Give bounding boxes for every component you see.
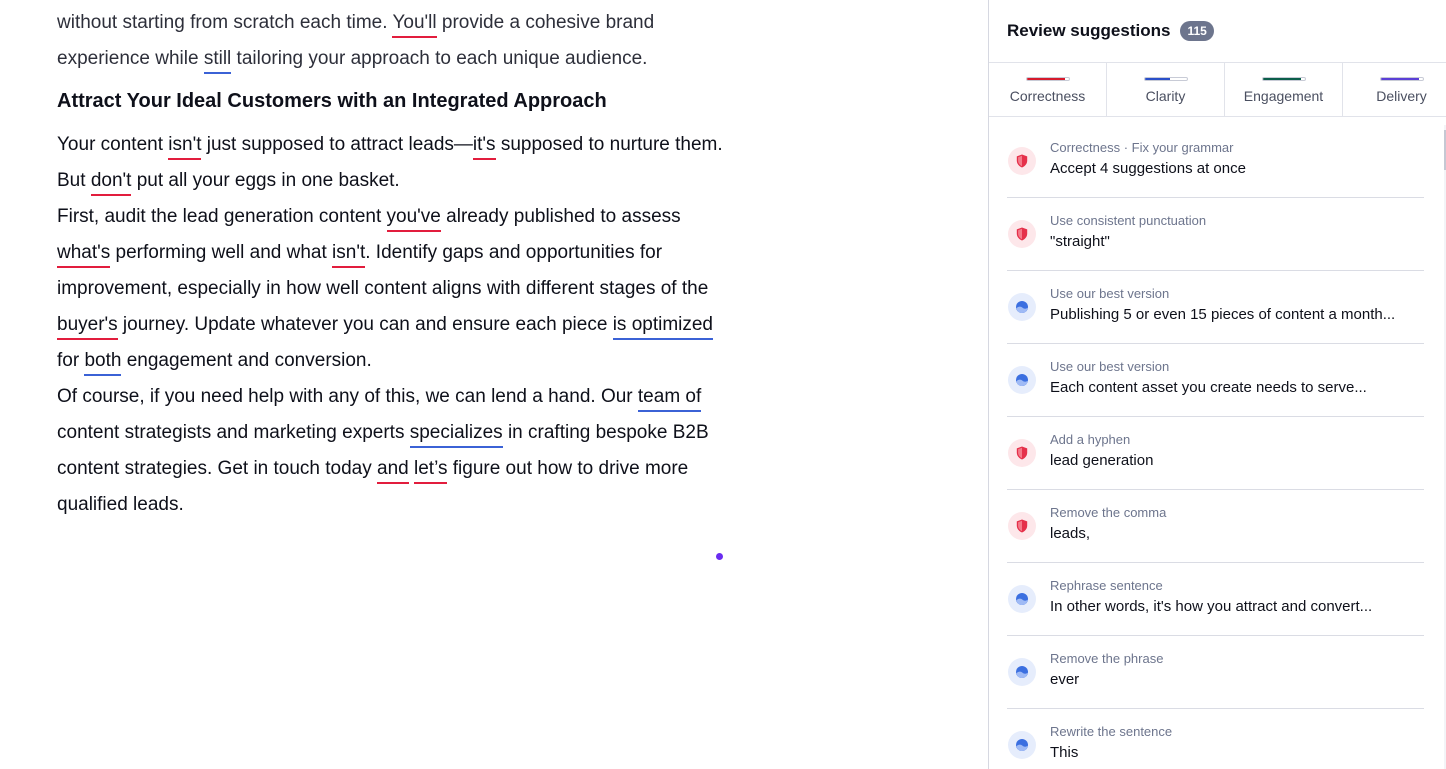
clarity-icon <box>1008 293 1036 321</box>
text-span: just supposed to attract leads— <box>201 134 473 155</box>
suggestion-category: Add a hyphen <box>1050 432 1131 447</box>
text-span: . Identify gaps and opportunities for improvement, especially in how well content aligns with different stages of the <box>57 242 709 299</box>
suggestion-category: Correctness · Fix your grammar <box>1050 140 1234 155</box>
text-span: already published to assess <box>440 206 681 227</box>
sidebar-header <box>1007 18 1214 44</box>
text-span: provide a cohesive brand <box>436 12 655 33</box>
clarity-icon <box>1008 366 1036 394</box>
suggestion-card[interactable] <box>1007 636 1424 709</box>
suggestion-text: Each content asset you create needs to serve... <box>1050 379 1367 396</box>
suggestion-text: Accept 4 suggestions at once <box>1050 160 1246 177</box>
flagged-word[interactable]: don't <box>91 170 132 196</box>
paragraph-intro[interactable] <box>57 5 737 77</box>
clarity-icon <box>1008 658 1036 686</box>
suggestion-text: This <box>1050 744 1079 761</box>
suggestion-card[interactable] <box>1007 125 1424 198</box>
text-span: content strategists and marketing experts <box>57 422 410 443</box>
text-span: in crafting bespoke B2B content strategies. Get in touch today <box>57 422 709 479</box>
score-bar <box>1262 77 1306 81</box>
clarity-icon <box>1008 585 1036 613</box>
suggestion-card[interactable] <box>1007 271 1424 344</box>
score-bar-fill <box>1027 78 1066 80</box>
tab-correctness[interactable] <box>989 63 1107 116</box>
text-span: for <box>57 350 85 371</box>
flagged-word[interactable]: both <box>84 350 121 376</box>
text-span: performing well and what <box>110 242 333 263</box>
text-span: without starting from scratch each time. <box>57 12 393 33</box>
score-bar <box>1026 77 1070 81</box>
flagged-word[interactable]: specializes <box>410 422 503 448</box>
flagged-word[interactable]: it's <box>473 134 496 160</box>
section-heading: Attract Your Ideal Customers with an Integrated Approach <box>57 90 607 112</box>
text-span: tailoring your approach to each unique audience. <box>231 48 648 69</box>
suggestion-card[interactable] <box>1007 490 1424 563</box>
clarity-icon <box>1008 731 1036 759</box>
suggestion-category: Use our best version <box>1050 286 1170 301</box>
text-span: figure out how to drive more qualified leads. <box>57 458 689 515</box>
text-span: supposed to nurture them. But <box>57 134 723 191</box>
text-span: engagement and conversion. <box>121 350 372 371</box>
flagged-word[interactable]: still <box>204 48 231 74</box>
text-span: Of course, if you need help with any of this, we can lend a hand. Our <box>57 386 638 407</box>
flagged-word[interactable]: and <box>377 458 409 484</box>
text-span: First, audit the lead generation content <box>57 206 387 227</box>
flagged-word[interactable]: is optimized <box>613 314 713 340</box>
flagged-word[interactable]: buyer's <box>57 314 118 340</box>
text-span: experience while <box>57 48 204 69</box>
suggestion-category: Rewrite the sentence <box>1050 724 1173 739</box>
paragraph-2[interactable] <box>57 199 737 379</box>
flagged-word[interactable]: team of <box>638 386 701 412</box>
tab-clarity[interactable] <box>1107 63 1225 116</box>
assistant-dot-icon[interactable] <box>716 553 723 560</box>
shield-icon <box>1008 439 1036 467</box>
flagged-word[interactable]: isn't <box>168 134 201 160</box>
suggestion-card[interactable] <box>1007 563 1424 636</box>
flagged-word[interactable]: isn't <box>332 242 365 268</box>
score-bar-fill <box>1263 78 1302 80</box>
tab-delivery[interactable] <box>1343 63 1446 116</box>
paragraph-1[interactable] <box>57 127 737 199</box>
shield-icon <box>1008 147 1036 175</box>
text-span: put all your eggs in one basket. <box>131 170 400 191</box>
tab-label: Engagement <box>1243 88 1324 104</box>
tab-label: Delivery <box>1376 88 1427 104</box>
suggestion-card[interactable] <box>1007 709 1424 769</box>
score-bar-fill <box>1381 78 1420 80</box>
suggestion-text: Publishing 5 or even 15 pieces of content a month... <box>1050 306 1396 323</box>
flagged-word[interactable]: you've <box>387 206 441 232</box>
suggestion-text: "straight" <box>1050 233 1110 250</box>
suggestion-text: In other words, it's how you attract and convert... <box>1050 598 1373 615</box>
score-bar <box>1144 77 1188 81</box>
suggestion-list <box>1007 125 1424 769</box>
suggestion-category: Use consistent punctuation <box>1050 213 1207 228</box>
suggestion-text: ever <box>1050 671 1080 688</box>
flagged-word[interactable]: what's <box>57 242 110 268</box>
tab-label: Clarity <box>1145 88 1186 104</box>
sidebar-title: Review suggestions <box>1007 21 1171 40</box>
document-body[interactable] <box>57 5 737 523</box>
score-bar <box>1380 77 1424 81</box>
suggestion-category: Use our best version <box>1050 359 1170 374</box>
tab-engagement[interactable] <box>1225 63 1343 116</box>
text-span: journey. Update whatever you can and ensure each piece <box>117 314 613 335</box>
flagged-word[interactable]: You'll <box>392 12 436 38</box>
text-span: Your content <box>57 134 169 155</box>
shield-icon <box>1008 512 1036 540</box>
suggestions-sidebar <box>988 0 1446 769</box>
suggestion-card[interactable] <box>1007 198 1424 271</box>
suggestion-text: lead generation <box>1050 452 1154 469</box>
suggestion-card[interactable] <box>1007 417 1424 490</box>
category-tabs <box>989 62 1446 117</box>
flagged-word[interactable]: let’s <box>414 458 447 484</box>
score-bar-fill <box>1145 78 1170 80</box>
suggestion-count-badge: 115 <box>1180 21 1213 41</box>
suggestion-category: Remove the phrase <box>1050 651 1164 666</box>
suggestion-text: leads, <box>1050 525 1091 542</box>
tab-label: Correctness <box>1009 88 1086 104</box>
suggestion-category: Rephrase sentence <box>1050 578 1163 593</box>
paragraph-3[interactable] <box>57 379 737 523</box>
suggestion-category: Remove the comma <box>1050 505 1167 520</box>
suggestion-card[interactable] <box>1007 344 1424 417</box>
shield-icon <box>1008 220 1036 248</box>
